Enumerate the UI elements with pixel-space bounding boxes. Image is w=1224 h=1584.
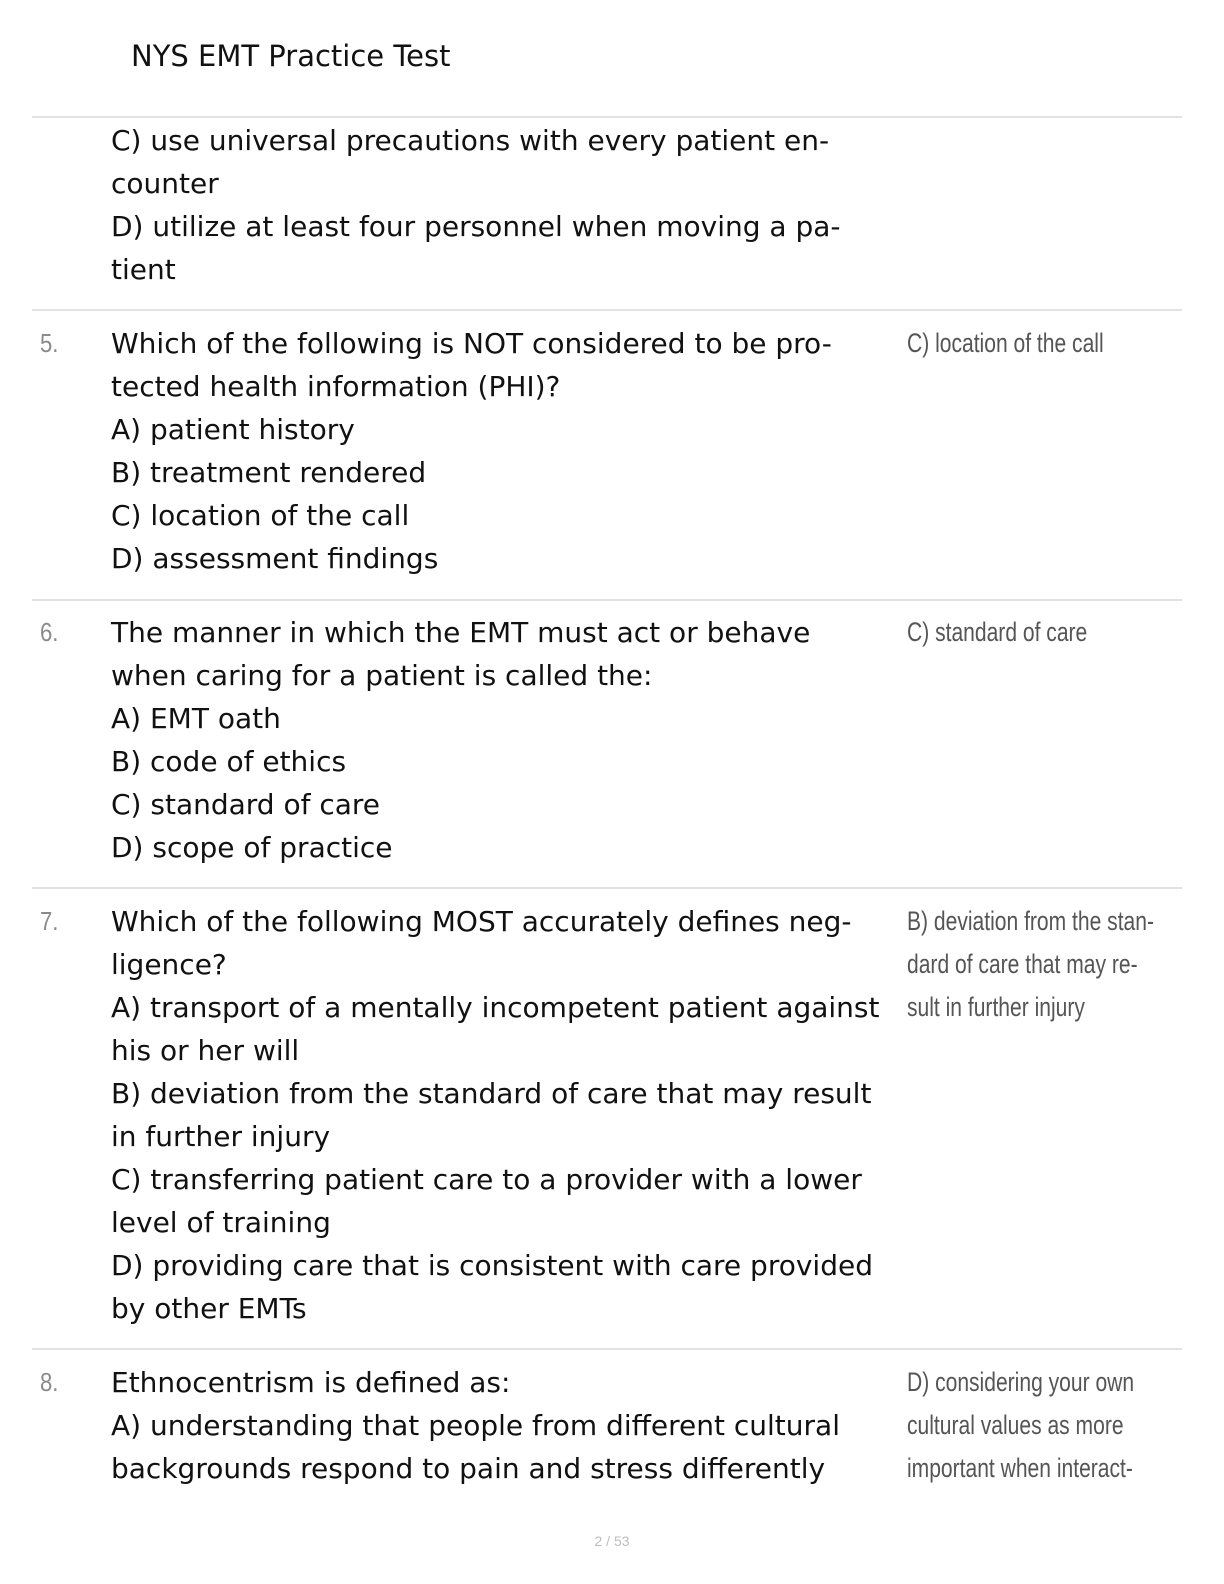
question-line: Ethnocentrism is defined as: bbox=[111, 1366, 511, 1399]
option-c: C) standard of care bbox=[111, 788, 381, 821]
question-number: 7. bbox=[40, 906, 59, 936]
question-line: D) utilize at least four personnel when moving a pa- bbox=[111, 210, 841, 243]
answer bbox=[907, 322, 1172, 365]
divider bbox=[32, 887, 1182, 889]
question-line: Which of the following is NOT considered to be pro- bbox=[111, 327, 832, 360]
question-line: ligence? bbox=[111, 948, 227, 981]
divider bbox=[32, 1348, 1182, 1350]
question-text bbox=[111, 1361, 899, 1490]
question-text bbox=[111, 119, 899, 291]
question-text bbox=[111, 900, 899, 1330]
question-text bbox=[111, 322, 899, 580]
answer-line: D) considering your own bbox=[907, 1367, 1135, 1397]
question-number: 6. bbox=[40, 617, 59, 647]
question-line: tient bbox=[111, 253, 176, 286]
option-a: A) patient history bbox=[111, 413, 355, 446]
question-number: 5. bbox=[40, 328, 59, 358]
question-line: tected health information (PHI)? bbox=[111, 370, 561, 403]
option-a: A) understanding that people from different cultural bbox=[111, 1409, 840, 1442]
answer-line: C) location of the call bbox=[907, 328, 1104, 358]
question-line: Which of the following MOST accurately defines neg- bbox=[111, 905, 852, 938]
answer-line: cultural values as more bbox=[907, 1410, 1124, 1440]
option-d: D) providing care that is consistent with care provided bbox=[111, 1249, 873, 1282]
option-b: B) deviation from the standard of care that may result bbox=[111, 1077, 872, 1110]
option-c: C) location of the call bbox=[111, 499, 410, 532]
question-line: C) use universal precautions with every patient en- bbox=[111, 124, 830, 157]
question-text bbox=[111, 611, 899, 869]
option-b-cont: in further injury bbox=[111, 1120, 331, 1153]
question-line: when caring for a patient is called the: bbox=[111, 659, 653, 692]
question-line: The manner in which the EMT must act or behave bbox=[111, 616, 811, 649]
option-a: A) transport of a mentally incompetent patient against bbox=[111, 991, 880, 1024]
answer-line: sult in further injury bbox=[907, 992, 1085, 1022]
answer-line: B) deviation from the stan- bbox=[907, 906, 1154, 936]
answer-line: important when interact- bbox=[907, 1453, 1133, 1483]
question-number: 8. bbox=[40, 1367, 59, 1397]
page-number: 2 / 53 bbox=[594, 1533, 630, 1549]
answer-line: C) standard of care bbox=[907, 617, 1088, 647]
option-a-cont: his or her will bbox=[111, 1034, 300, 1067]
option-b: B) treatment rendered bbox=[111, 456, 427, 489]
divider bbox=[32, 309, 1182, 311]
divider bbox=[32, 599, 1182, 601]
option-c-cont: level of training bbox=[111, 1206, 331, 1239]
option-a: A) EMT oath bbox=[111, 702, 281, 735]
option-d: D) assessment findings bbox=[111, 542, 439, 575]
answer bbox=[907, 1361, 1172, 1490]
option-a-cont: backgrounds respond to pain and stress differently bbox=[111, 1452, 826, 1485]
question-line: counter bbox=[111, 167, 219, 200]
option-d-cont: by other EMTs bbox=[111, 1292, 307, 1325]
document-title: NYS EMT Practice Test bbox=[131, 39, 451, 73]
option-c: C) transferring patient care to a provider with a lower bbox=[111, 1163, 862, 1196]
option-d: D) scope of practice bbox=[111, 831, 393, 864]
answer bbox=[907, 611, 1172, 654]
option-b: B) code of ethics bbox=[111, 745, 347, 778]
divider bbox=[32, 116, 1182, 118]
answer bbox=[907, 900, 1172, 1029]
answer-line: dard of care that may re- bbox=[907, 949, 1138, 979]
